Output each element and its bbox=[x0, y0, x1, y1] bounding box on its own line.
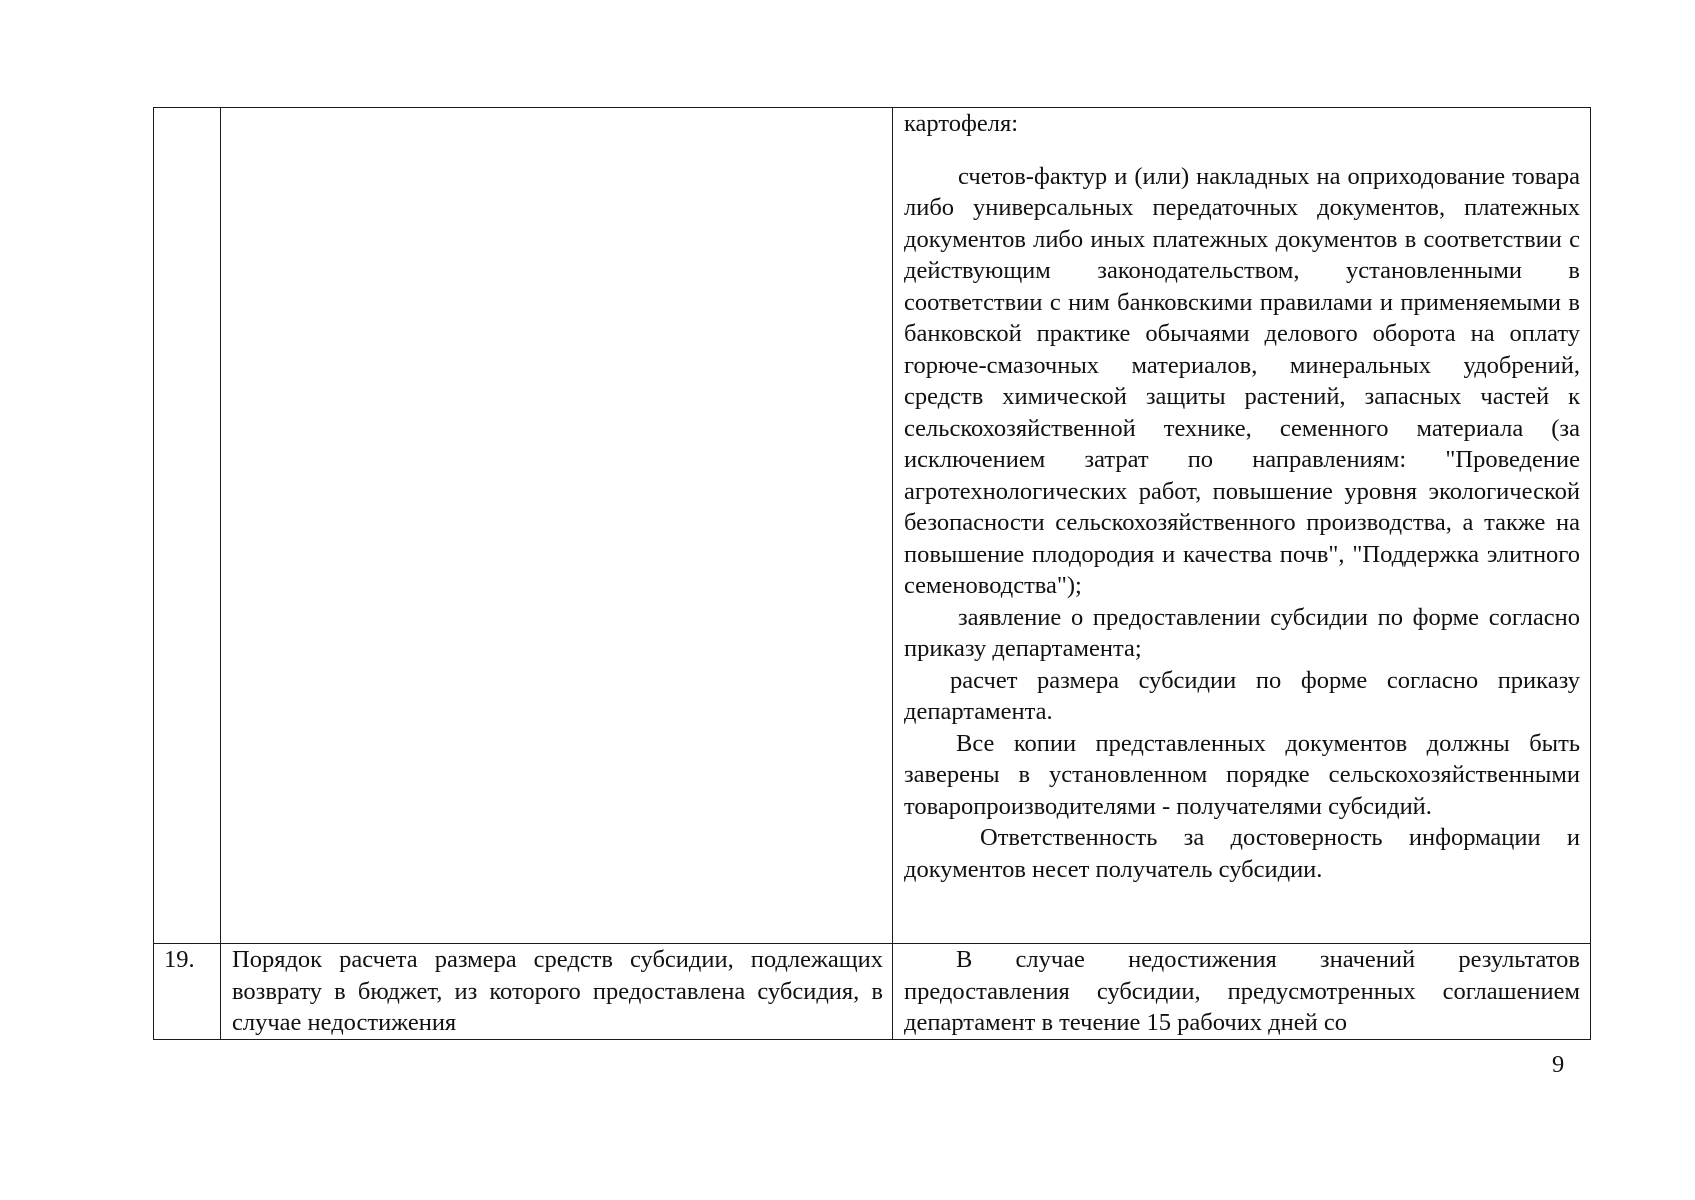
row-number-cell bbox=[154, 944, 221, 1040]
content-paragraph: Все копии представленных документов должны быть заверены в установленном порядке сельскохозяйственными товаропроизводителями - получателями субсидий. bbox=[904, 729, 1580, 820]
row-title: Порядок расчета размера средств субсидии, подлежащих возврату в бюджет, из которого предоставлена субсидия, в случае недостижения bbox=[232, 946, 883, 1036]
content-paragraph: В случае недостижения значений результатов предоставления субсидии, предусмотренных соглашением департамент в течение 15 рабочих дней со bbox=[904, 946, 1580, 1036]
content-paragraph: счетов-фактур и (или) накладных на оприходование товара либо универсальных передаточных документов, платежных документов либо иных платежных документов в соответствии с действующим законодательством, установленными в соответствии с ним банковскими правилами и применяемыми в банковской практике обычаями делового оборота на оплату горюче-смазочных материалов, минеральных удобрений, средств химической защиты растений, запасных частей к сельскохозяйственной технике, семенного материала (за исключением затрат по направлениям: "Проведение агротехнологических работ, повышение уровня экологической безопасности сельскохозяйственного производства, а также на повышение плодородия и качества почв", "Поддержка элитного семеноводства"); bbox=[904, 162, 1580, 599]
content-intro: картофеля: bbox=[904, 110, 1019, 137]
content-paragraph: расчет размера субсидии по форме согласно приказу департамента. bbox=[904, 666, 1580, 725]
content-paragraph: заявление о предоставлении субсидии по форме согласно приказу департамента; bbox=[904, 603, 1580, 662]
row-title-cell bbox=[221, 108, 893, 944]
page-number: 9 bbox=[1552, 1051, 1565, 1078]
row-content-cell bbox=[893, 944, 1591, 1040]
row-number-cell bbox=[154, 108, 221, 944]
row-title-cell bbox=[221, 944, 893, 1040]
row-content-cell bbox=[893, 108, 1591, 944]
content-paragraph: Ответственность за достоверность информации и документов несет получатель субсидии. bbox=[904, 824, 1580, 883]
table-row bbox=[154, 108, 1591, 944]
row-number: 19. bbox=[164, 946, 195, 973]
requirements-table bbox=[153, 107, 1591, 1040]
table-row bbox=[154, 944, 1591, 1040]
